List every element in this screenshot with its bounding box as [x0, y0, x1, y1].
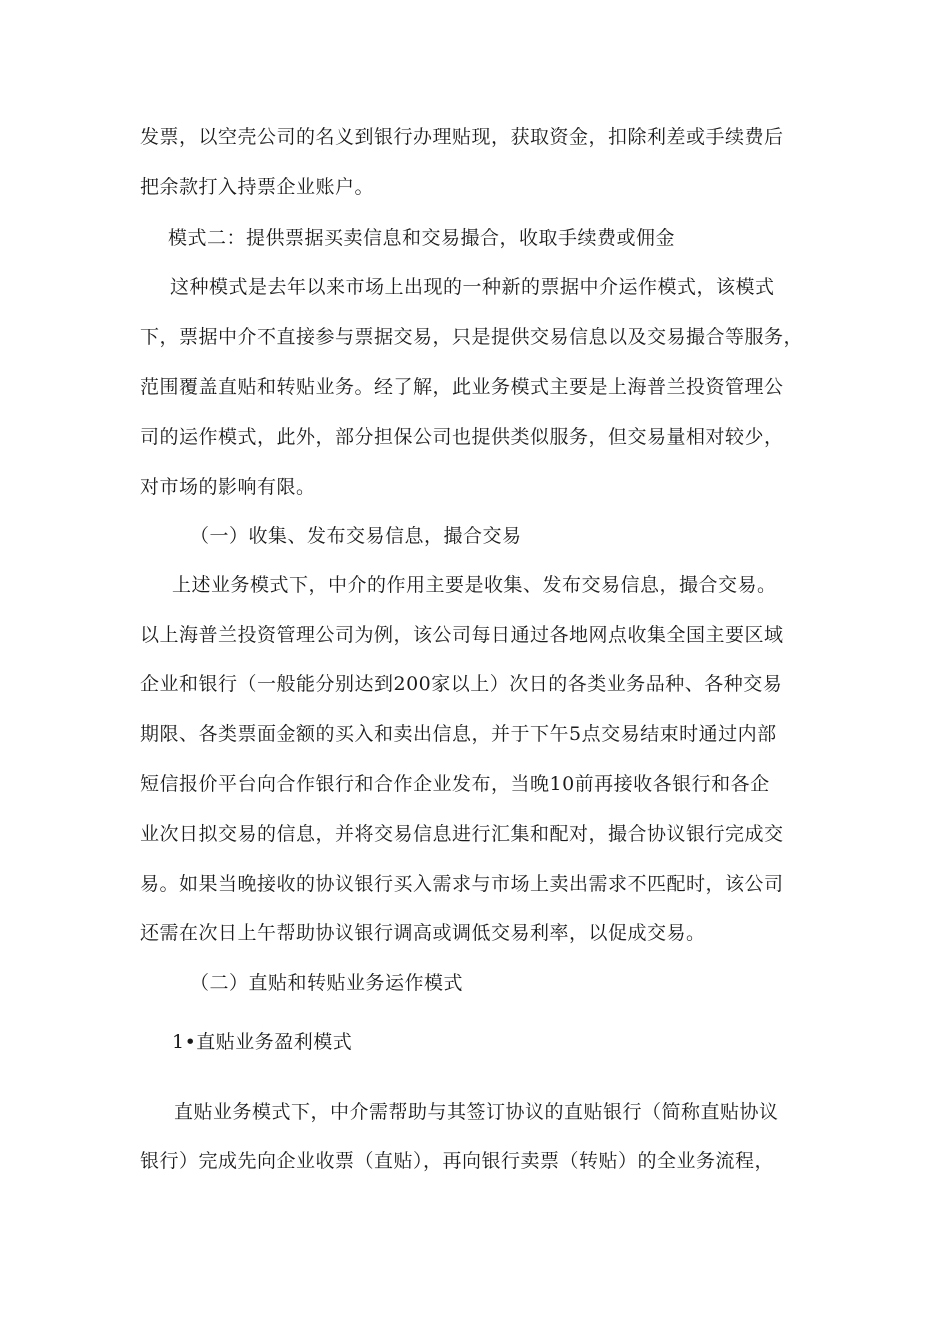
body-text-line: 易。如果当晚接收的协议银行买入需求与市场上卖出需求不匹配时，该公司	[140, 873, 784, 895]
body-text-line: 司的运作模式，此外，部分担保公司也提供类似服务，但交易量相对较少，	[140, 426, 784, 448]
section-heading-mode-two: 模式二：提供票据买卖信息和交易撮合，收取手续费或佣金	[168, 227, 676, 249]
body-text-line: 把余款打入持票企业账户。	[140, 176, 375, 198]
body-text-line: 上述业务模式下，中介的作用主要是收集、发布交易信息，撮合交易。	[172, 574, 777, 596]
body-text-line: 这种模式是去年以来市场上出现的一种新的票据中介运作模式，该模式	[170, 276, 775, 298]
body-text-line: 银行）完成先向企业收票（直贴），再向银行卖票（转贴）的全业务流程，	[140, 1150, 775, 1172]
body-text-line: 直贴业务模式下，中介需帮助与其签订协议的直贴银行（简称直贴协议	[174, 1101, 779, 1123]
body-text-line: 范围覆盖直贴和转贴业务。经了解，此业务模式主要是上海普兰投资管理公	[140, 376, 784, 398]
body-text-line: 还需在次日上午帮助协议银行调高或调低交易利率，以促成交易。	[140, 922, 706, 944]
subsection-heading-two: （二）直贴和转贴业务运作模式	[190, 972, 464, 994]
body-text-line: 企业和银行（一般能分别达到200家以上）次日的各类业务品种、各种交易	[140, 673, 783, 695]
body-text-line: 短信报价平台向合作银行和合作企业发布，当晚10前再接收各银行和各企	[140, 773, 770, 795]
body-text-line: 下，票据中介不直接参与票据交易，只是提供交易信息以及交易撮合等服务，	[140, 326, 804, 348]
body-text-line: 业次日拟交易的信息，并将交易信息进行汇集和配对，撮合协议银行完成交	[140, 823, 784, 845]
body-text-line: 发票，以空壳公司的名义到银行办理贴现，获取资金，扣除利差或手续费后	[140, 126, 784, 148]
body-text-line: 以上海普兰投资管理公司为例，该公司每日通过各地网点收集全国主要区域	[140, 624, 784, 646]
body-text-line: 期限、各类票面金额的买入和卖出信息，并于下午5点交易结束时通过内部	[140, 723, 777, 745]
subsection-heading-one: （一）收集、发布交易信息，撮合交易	[190, 525, 522, 547]
numbered-heading: 1•直贴业务盈利模式	[172, 1031, 353, 1053]
body-text-line: 对市场的影响有限。	[140, 476, 316, 498]
